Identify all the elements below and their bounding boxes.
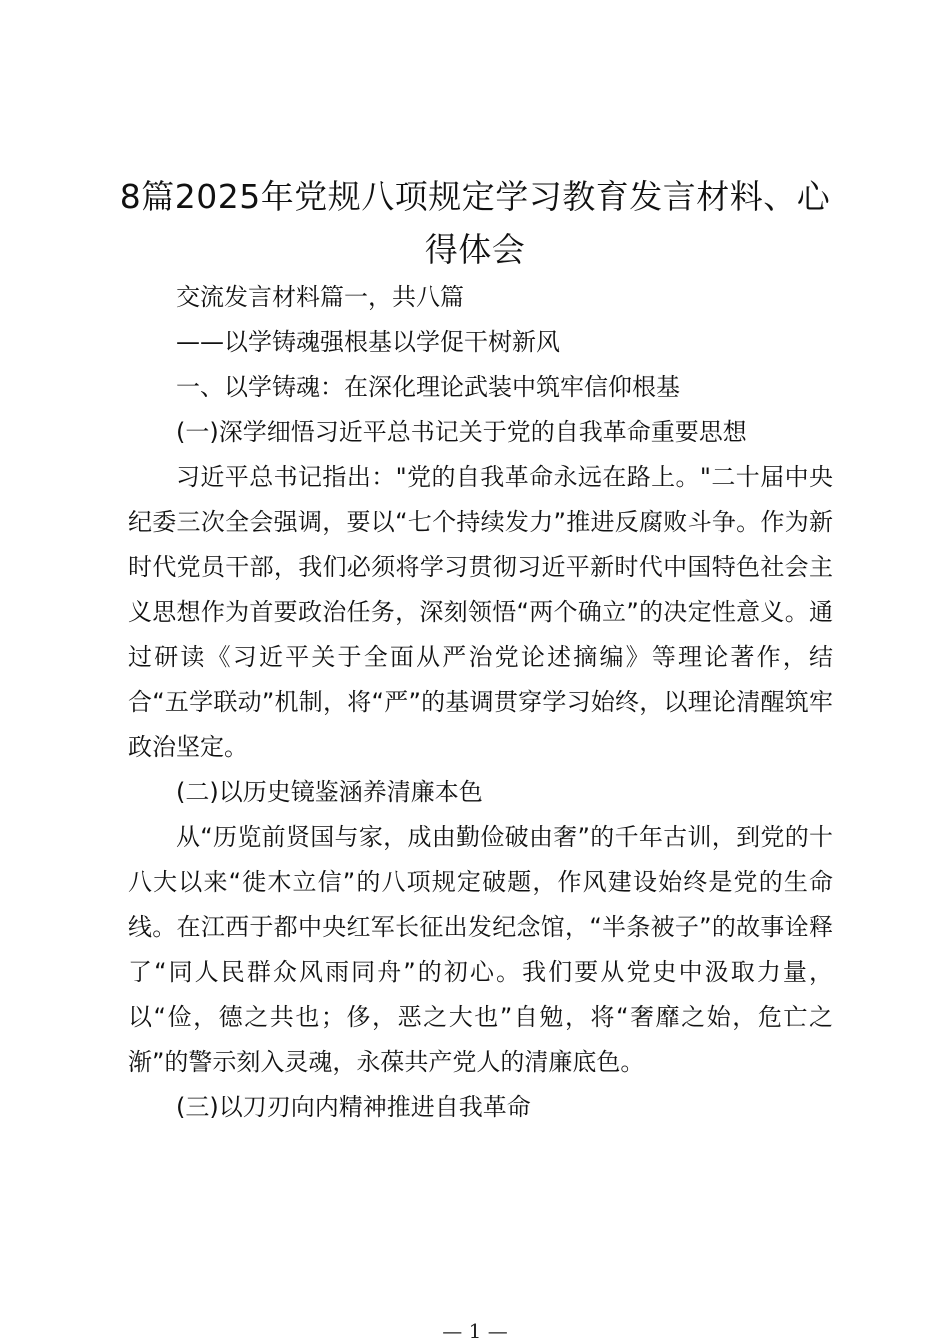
- paragraph-subtitle: ——以学铸魂强根基以学促干树新风: [176, 328, 560, 356]
- page-number: — 1 —: [442, 1319, 508, 1343]
- paragraph-body-2: 从“历览前贤国与家，成由勤俭破由奢”的千年古训，到党的十八大以来“徙木立信”的八项规定破题，作风建设始终是党的生命线。在江西于都中央红军长征出发纪念馆，“半条被子”的故事诠释了“同人民群众风雨同舟”的初心。我们要从党史中汲取力量，以“俭，德之共也；侈，恶之大也”自勉，将“奢靡之始，危亡之渐”的警示刻入灵魂，永葆共产党人的清廉底色。: [128, 823, 833, 1076]
- subsection-heading-3: (三)以刀刃向内精神推进自我革命: [176, 1093, 531, 1121]
- paragraph-series-intro: 交流发言材料篇一，共八篇: [176, 283, 464, 311]
- document-body: [128, 275, 833, 1130]
- paragraph-body-1: 习近平总书记指出："党的自我革命永远在路上。"二十届中央纪委三次全会强调，要以“七个持续发力”推进反腐败斗争。作为新时代党员干部，我们必须将学习贯彻习近平新时代中国特色社会主义思想作为首要政治任务，深刻领悟“两个确立”的决定性意义。通过研读《习近平关于全面从严治党论述摘编》等理论著作，结合“五学联动”机制，将“严”的基调贯穿学习始终，以理论清醒筑牢政治坚定。: [128, 463, 833, 761]
- subsection-heading-2: (二)以历史镜鉴涵养清廉本色: [176, 778, 483, 806]
- document-title: 8篇2025年党规八项规定学习教育发言材料、心得体会: [119, 177, 831, 269]
- section-heading-1: 一、以学铸魂：在深化理论武装中筑牢信仰根基: [176, 373, 680, 401]
- subsection-heading-1: (一)深学细悟习近平总书记关于党的自我革命重要思想: [176, 418, 747, 446]
